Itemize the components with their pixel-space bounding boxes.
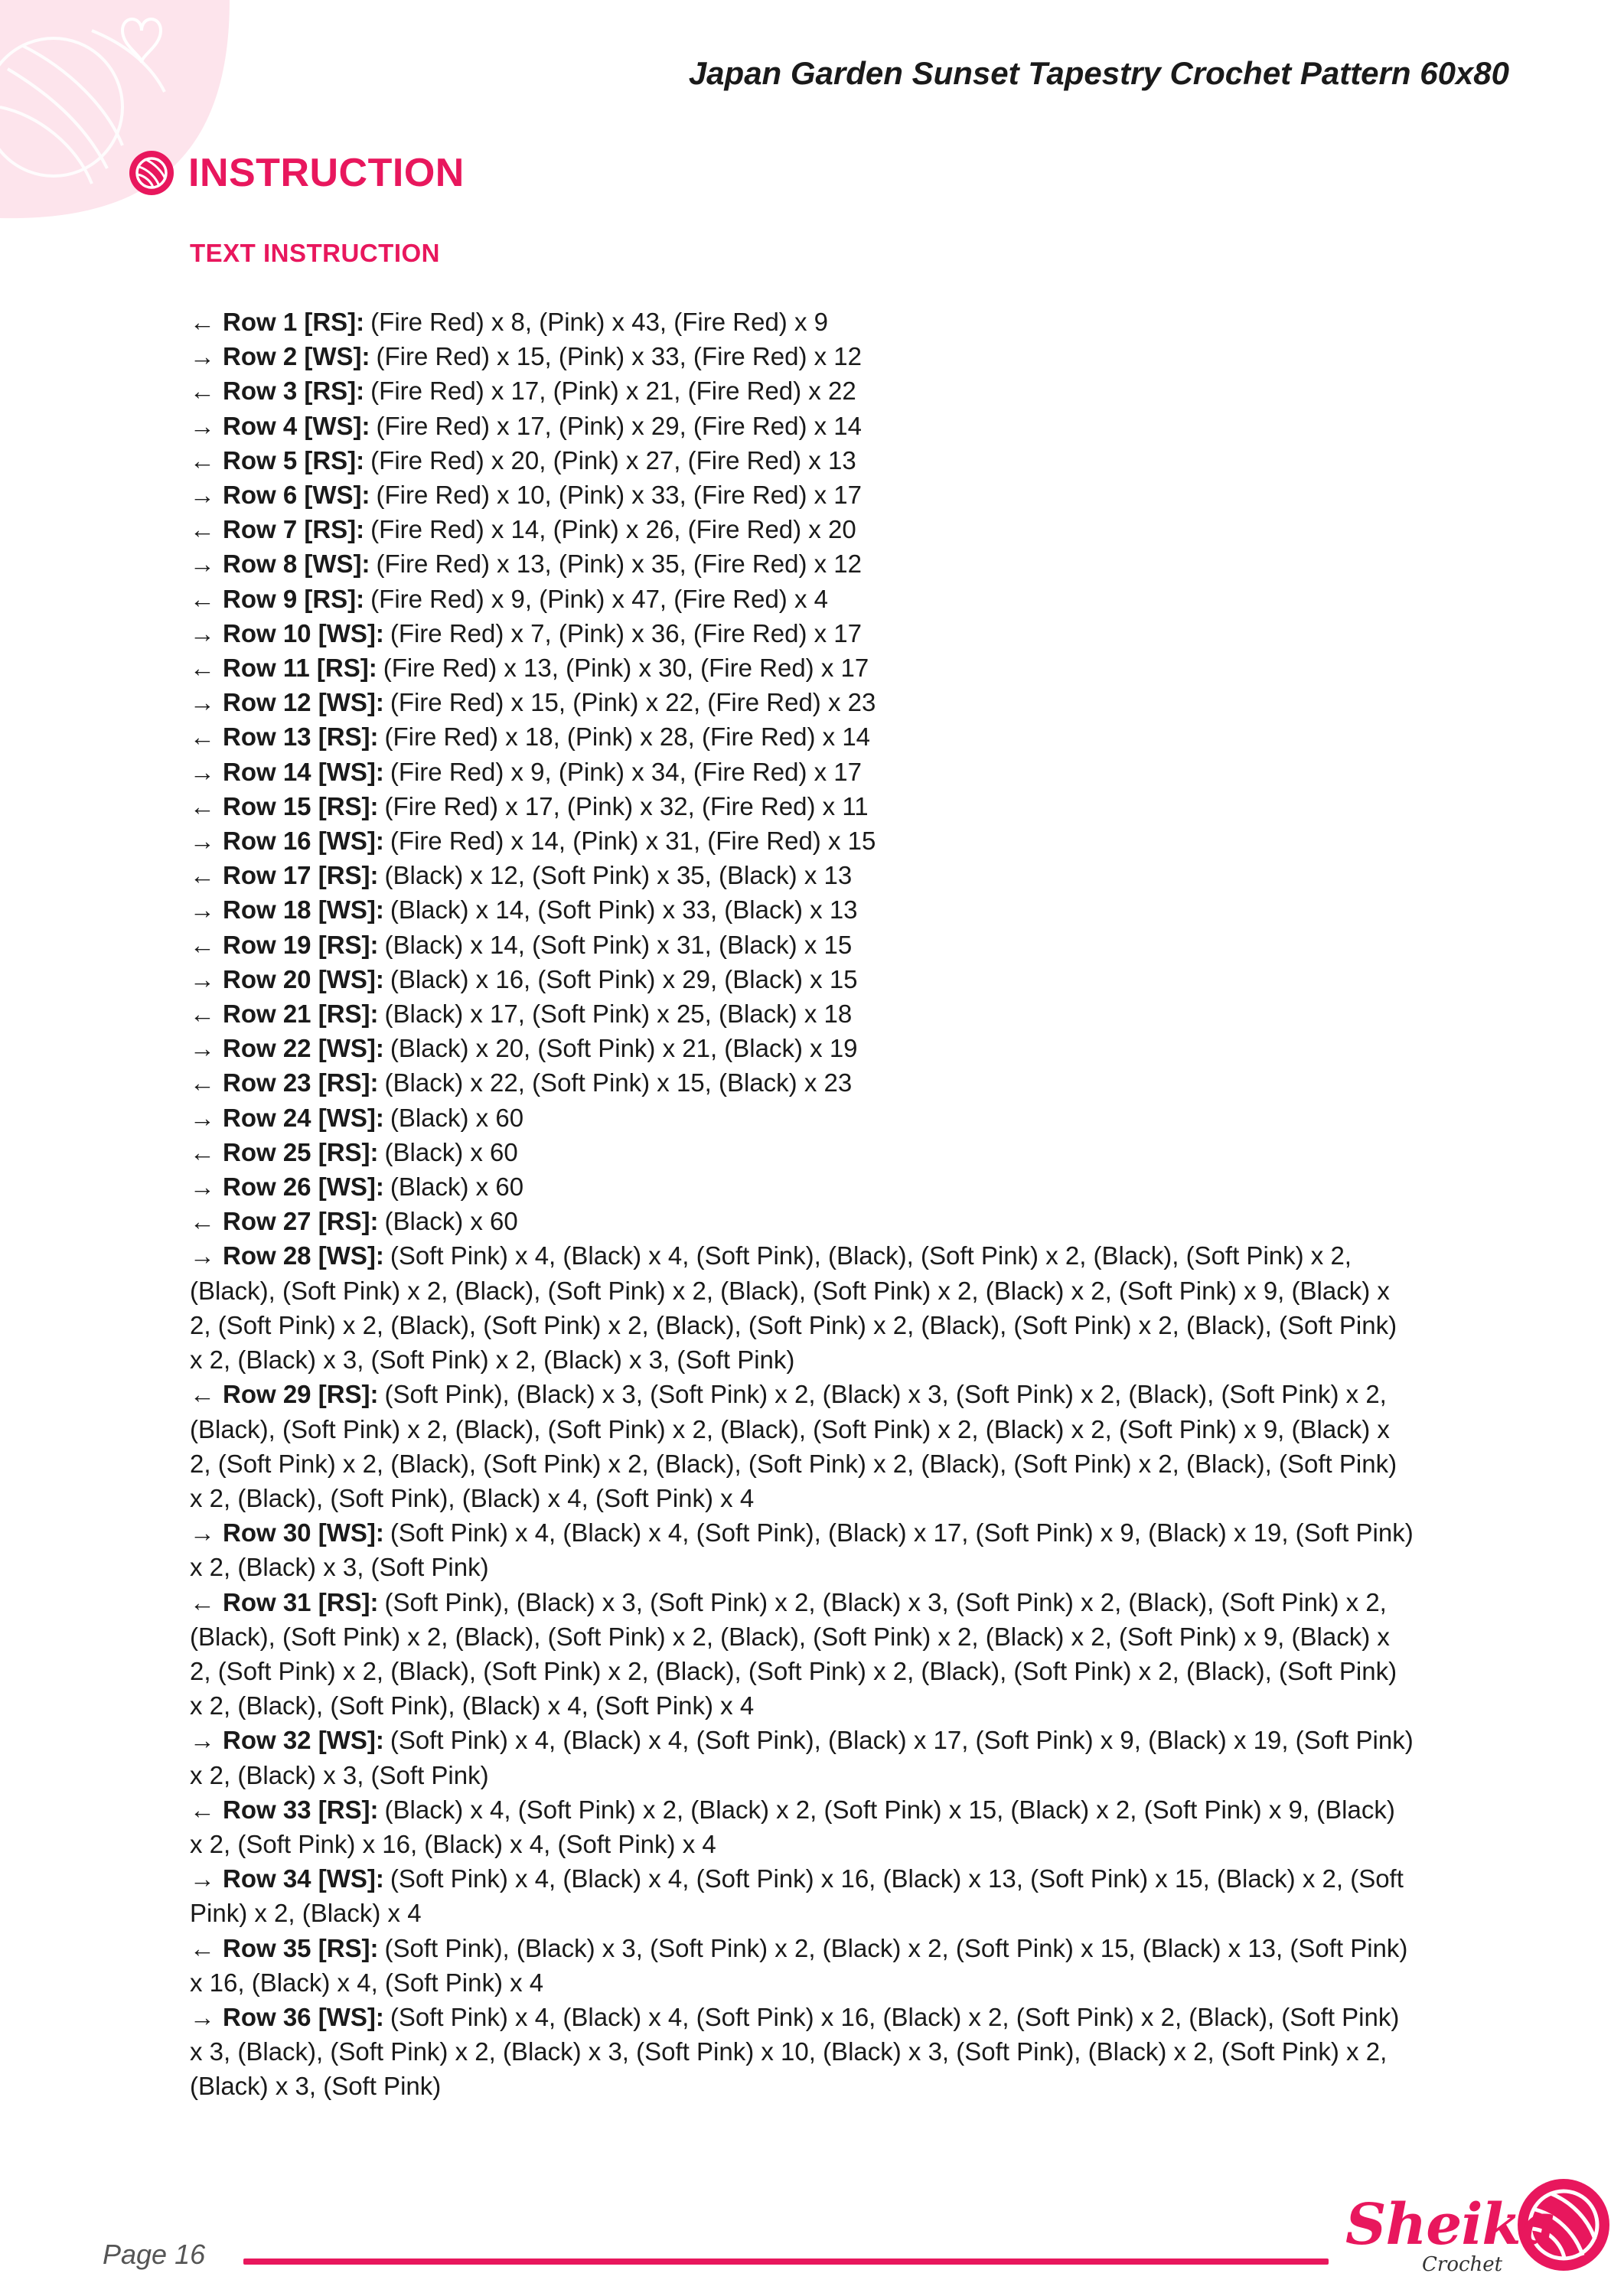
- logo-subtitle: Crochet: [1422, 2253, 1503, 2276]
- page-number: Page 16: [103, 2239, 206, 2270]
- row-instruction: [190, 1515, 1414, 1584]
- row-instruction: [190, 962, 1414, 996]
- arrow-right-icon: →: [190, 1172, 215, 1202]
- row-stitches: (Soft Pink) x 4, (Black) x 4, (Soft Pink), (Black) x 17, (Soft Pink) x 9, (Black) x 19, (Soft Pink) x 2, (Black) x 3, (Soft Pink): [190, 1518, 1414, 1582]
- row-instruction: [190, 685, 1414, 719]
- row-label: Row 16 [WS]:: [223, 827, 384, 856]
- row-instruction: [190, 892, 1414, 927]
- row-instructions-list: [190, 305, 1414, 2104]
- arrow-left-icon: ←: [190, 1068, 215, 1097]
- row-label: Row 18 [WS]:: [223, 895, 384, 925]
- row-instruction: [190, 1861, 1414, 1930]
- arrow-right-icon: →: [190, 827, 215, 856]
- yarn-ball-icon: [129, 150, 174, 196]
- row-label: Row 36 [WS]:: [223, 2002, 384, 2031]
- row-stitches: (Fire Red) x 8, (Pink) x 43, (Fire Red) x 9: [370, 308, 828, 336]
- row-label: Row 14 [WS]:: [223, 757, 384, 786]
- arrow-right-icon: →: [190, 688, 215, 717]
- row-stitches: (Black) x 60: [390, 1103, 524, 1132]
- arrow-left-icon: ←: [190, 1795, 215, 1824]
- row-stitches: (Fire Red) x 13, (Pink) x 30, (Fire Red) x 17: [383, 654, 869, 683]
- sub-heading: TEXT INSTRUCTION: [190, 239, 440, 267]
- row-instruction: [190, 1723, 1414, 1792]
- arrow-left-icon: ←: [190, 1587, 215, 1616]
- row-label: Row 25 [RS]:: [223, 1137, 379, 1166]
- row-label: Row 31 [RS]:: [223, 1587, 379, 1616]
- row-instruction: [190, 996, 1414, 1031]
- row-label: Row 27 [RS]:: [223, 1207, 379, 1236]
- row-label: Row 23 [RS]:: [223, 1068, 379, 1097]
- row-label: Row 5 [RS]:: [223, 445, 365, 475]
- row-stitches: (Fire Red) x 9, (Pink) x 47, (Fire Red) x 4: [370, 584, 828, 613]
- row-label: Row 35 [RS]:: [223, 1933, 379, 1962]
- arrow-right-icon: →: [190, 1726, 215, 1755]
- row-label: Row 11 [RS]:: [223, 654, 377, 683]
- row-stitches: (Fire Red) x 17, (Pink) x 21, (Fire Red) x 22: [370, 377, 856, 406]
- arrow-left-icon: ←: [190, 1933, 215, 1962]
- row-instruction: [190, 1931, 1414, 2000]
- row-stitches: (Fire Red) x 7, (Pink) x 36, (Fire Red) x 17: [390, 618, 862, 647]
- row-label: Row 21 [RS]:: [223, 1000, 379, 1029]
- row-stitches: (Soft Pink) x 4, (Black) x 4, (Soft Pink) x 16, (Black) x 13, (Soft Pink) x 15, (Black) x 2, (Soft Pink) x 2, (Black) x 4: [190, 1864, 1404, 1928]
- row-stitches: (Black) x 12, (Soft Pink) x 35, (Black) x 13: [384, 861, 853, 890]
- row-instruction: [190, 651, 1414, 685]
- arrow-right-icon: →: [190, 1864, 215, 1893]
- row-stitches: (Black) x 60: [384, 1137, 518, 1166]
- row-instruction: [190, 443, 1414, 478]
- section-title: INSTRUCTION: [188, 151, 465, 195]
- arrow-right-icon: →: [190, 1518, 215, 1548]
- row-stitches: (Fire Red) x 14, (Pink) x 31, (Fire Red) x 15: [390, 827, 876, 856]
- row-stitches: (Black) x 20, (Soft Pink) x 21, (Black) x 19: [390, 1034, 858, 1063]
- row-instruction: [190, 305, 1414, 339]
- row-stitches: (Soft Pink) x 4, (Black) x 4, (Soft Pink), (Black) x 17, (Soft Pink) x 9, (Black) x 19, (Soft Pink) x 2, (Black) x 3, (Soft Pink): [190, 1726, 1414, 1789]
- row-instruction: [190, 1169, 1414, 1204]
- row-label: Row 28 [WS]:: [223, 1241, 384, 1270]
- row-stitches: (Soft Pink), (Black) x 3, (Soft Pink) x 2, (Black) x 3, (Soft Pink) x 2, (Black), (Soft Pink) x 2, (Black), (Soft Pink) x 2, (Black), (Soft Pink) x 2, (Black), (Soft Pink) x 2, (Black) x 2, (Soft Pink) x 9, (Black) x 2, (Soft Pink) x 2, (Black), (Soft Pink) x 2, (Black), (Soft Pink) x 2, (Black), (Soft Pink) x 2, (Black), (Soft Pink) x 2, (Black), (Soft Pink), (Black) x 4, (Soft Pink) x 4: [190, 1587, 1397, 1720]
- row-instruction: [190, 789, 1414, 823]
- row-label: Row 34 [WS]:: [223, 1864, 384, 1893]
- row-label: Row 7 [RS]:: [223, 515, 365, 544]
- arrow-right-icon: →: [190, 964, 215, 993]
- row-label: Row 33 [RS]:: [223, 1795, 379, 1824]
- row-label: Row 10 [WS]:: [223, 618, 384, 647]
- row-label: Row 2 [WS]:: [223, 342, 370, 371]
- row-instruction: [190, 755, 1414, 789]
- row-label: Row 29 [RS]:: [223, 1380, 379, 1409]
- row-label: Row 30 [WS]:: [223, 1518, 384, 1548]
- arrow-left-icon: ←: [190, 791, 215, 820]
- arrow-right-icon: →: [190, 1034, 215, 1063]
- row-instruction: [190, 928, 1414, 962]
- row-label: Row 3 [RS]:: [223, 377, 365, 406]
- row-label: Row 12 [WS]:: [223, 688, 384, 717]
- arrow-right-icon: →: [190, 411, 215, 440]
- row-instruction: [190, 1377, 1414, 1515]
- row-stitches: (Fire Red) x 9, (Pink) x 34, (Fire Red) x 17: [390, 757, 862, 786]
- row-instruction: [190, 478, 1414, 512]
- row-stitches: (Soft Pink), (Black) x 3, (Soft Pink) x 2, (Black) x 3, (Soft Pink) x 2, (Black), (Soft Pink) x 2, (Black), (Soft Pink) x 2, (Black), (Soft Pink) x 2, (Black), (Soft Pink) x 2, (Black) x 2, (Soft Pink) x 9, (Black) x 2, (Soft Pink) x 2, (Black), (Soft Pink) x 2, (Black), (Soft Pink) x 2, (Black), (Soft Pink) x 2, (Black), (Soft Pink) x 2, (Black), (Soft Pink), (Black) x 4, (Soft Pink) x 4: [190, 1380, 1397, 1512]
- arrow-left-icon: ←: [190, 861, 215, 890]
- arrow-left-icon: ←: [190, 445, 215, 475]
- arrow-left-icon: ←: [190, 1000, 215, 1029]
- row-stitches: (Fire Red) x 13, (Pink) x 35, (Fire Red) x 12: [376, 550, 862, 579]
- row-instruction: [190, 1204, 1414, 1238]
- row-stitches: (Black) x 60: [390, 1172, 524, 1202]
- row-stitches: (Fire Red) x 15, (Pink) x 22, (Fire Red) x 23: [390, 688, 876, 717]
- row-label: Row 22 [WS]:: [223, 1034, 384, 1063]
- row-instruction: [190, 373, 1414, 408]
- row-stitches: (Fire Red) x 14, (Pink) x 26, (Fire Red) x 20: [370, 515, 856, 544]
- row-stitches: (Fire Red) x 10, (Pink) x 33, (Fire Red) x 17: [376, 481, 862, 510]
- row-instruction: [190, 1135, 1414, 1169]
- arrow-left-icon: ←: [190, 308, 215, 336]
- row-label: Row 26 [WS]:: [223, 1172, 384, 1202]
- arrow-right-icon: →: [190, 2002, 215, 2031]
- row-stitches: (Black) x 22, (Soft Pink) x 15, (Black) x 23: [384, 1068, 853, 1097]
- row-instruction: [190, 582, 1414, 616]
- row-stitches: (Black) x 60: [384, 1207, 518, 1236]
- row-label: Row 17 [RS]:: [223, 861, 379, 890]
- brand-logo: [1338, 2175, 1613, 2290]
- row-instruction: [190, 719, 1414, 754]
- arrow-left-icon: ←: [190, 584, 215, 613]
- row-label: Row 4 [WS]:: [223, 411, 370, 440]
- arrow-right-icon: →: [190, 1241, 215, 1270]
- row-instruction: [190, 1585, 1414, 1724]
- row-instruction: [190, 1238, 1414, 1377]
- row-stitches: (Black) x 16, (Soft Pink) x 29, (Black) x 15: [390, 964, 858, 993]
- row-label: Row 13 [RS]:: [223, 722, 379, 752]
- row-label: Row 8 [WS]:: [223, 550, 370, 579]
- arrow-right-icon: →: [190, 1103, 215, 1132]
- arrow-left-icon: ←: [190, 1380, 215, 1409]
- row-label: Row 6 [WS]:: [223, 481, 370, 510]
- arrow-left-icon: ←: [190, 1207, 215, 1236]
- row-stitches: (Soft Pink), (Black) x 3, (Soft Pink) x 2, (Black) x 2, (Soft Pink) x 15, (Black) x 13, (Soft Pink) x 16, (Black) x 4, (Soft Pink) x 4: [190, 1933, 1408, 1997]
- row-instruction: [190, 1792, 1414, 1861]
- row-stitches: (Fire Red) x 17, (Pink) x 29, (Fire Red) x 14: [376, 411, 862, 440]
- arrow-right-icon: →: [190, 481, 215, 510]
- row-stitches: (Black) x 14, (Soft Pink) x 33, (Black) x 13: [390, 895, 858, 925]
- row-stitches: (Soft Pink) x 4, (Black) x 4, (Soft Pink) x 16, (Black) x 2, (Soft Pink) x 2, (Black), (Soft Pink) x 3, (Black), (Soft Pink) x 2, (Black) x 3, (Soft Pink) x 10, (Black) x 3, (Soft Pink), (Black) x 2, (Soft Pink) x 2, (Black) x 3, (Soft Pink): [190, 2002, 1400, 2101]
- row-instruction: [190, 1031, 1414, 1065]
- row-instruction: [190, 546, 1414, 581]
- row-instruction: [190, 1101, 1414, 1135]
- row-stitches: (Fire Red) x 20, (Pink) x 27, (Fire Red) x 13: [370, 445, 856, 475]
- row-instruction: [190, 823, 1414, 858]
- arrow-left-icon: ←: [190, 930, 215, 959]
- row-instruction: [190, 409, 1414, 443]
- arrow-left-icon: ←: [190, 377, 215, 406]
- row-stitches: (Soft Pink) x 4, (Black) x 4, (Soft Pink), (Black), (Soft Pink) x 2, (Black), (Soft Pink) x 2, (Black), (Soft Pink) x 2, (Black), (Soft Pink) x 2, (Black), (Soft Pink) x 2, (Black) x 2, (Soft Pink) x 9, (Black) x 2, (Soft Pink) x 2, (Black), (Soft Pink) x 2, (Black), (Soft Pink) x 2, (Black), (Soft Pink) x 2, (Black), (Soft Pink) x 2, (Black) x 3, (Soft Pink) x 2, (Black) x 3, (Soft Pink): [190, 1241, 1397, 1375]
- row-stitches: (Fire Red) x 18, (Pink) x 28, (Fire Red) x 14: [384, 722, 871, 752]
- row-instruction: [190, 858, 1414, 892]
- arrow-left-icon: ←: [190, 515, 215, 544]
- arrow-right-icon: →: [190, 757, 215, 786]
- row-instruction: [190, 616, 1414, 651]
- row-instruction: [190, 2000, 1414, 2104]
- row-label: Row 1 [RS]:: [223, 308, 365, 336]
- arrow-right-icon: →: [190, 342, 215, 371]
- row-label: Row 19 [RS]:: [223, 930, 379, 959]
- arrow-right-icon: →: [190, 618, 215, 647]
- arrow-left-icon: ←: [190, 1137, 215, 1166]
- row-stitches: (Black) x 17, (Soft Pink) x 25, (Black) x 18: [384, 1000, 853, 1029]
- row-label: Row 32 [WS]:: [223, 1726, 384, 1755]
- document-title: Japan Garden Sunset Tapestry Crochet Pattern 60x80: [688, 55, 1509, 91]
- logo-wordmark: Sheika: [1345, 2192, 1557, 2258]
- row-stitches: (Black) x 4, (Soft Pink) x 2, (Black) x 2, (Soft Pink) x 15, (Black) x 2, (Soft Pink) x 9, (Black) x 2, (Soft Pink) x 16, (Black) x 4, (Soft Pink) x 4: [190, 1795, 1395, 1858]
- arrow-right-icon: →: [190, 550, 215, 579]
- row-instruction: [190, 512, 1414, 546]
- row-stitches: (Fire Red) x 15, (Pink) x 33, (Fire Red) x 12: [376, 342, 862, 371]
- footer-divider: [243, 2258, 1329, 2265]
- arrow-left-icon: ←: [190, 722, 215, 752]
- section-heading: [129, 150, 465, 196]
- row-instruction: [190, 339, 1414, 373]
- row-stitches: (Black) x 14, (Soft Pink) x 31, (Black) x 15: [384, 930, 853, 959]
- row-stitches: (Fire Red) x 17, (Pink) x 32, (Fire Red) x 11: [384, 791, 869, 820]
- arrow-left-icon: ←: [190, 654, 215, 683]
- arrow-right-icon: →: [190, 895, 215, 925]
- row-instruction: [190, 1065, 1414, 1100]
- row-label: Row 20 [WS]:: [223, 964, 384, 993]
- row-label: Row 24 [WS]:: [223, 1103, 384, 1132]
- row-label: Row 9 [RS]:: [223, 584, 365, 613]
- row-label: Row 15 [RS]:: [223, 791, 379, 820]
